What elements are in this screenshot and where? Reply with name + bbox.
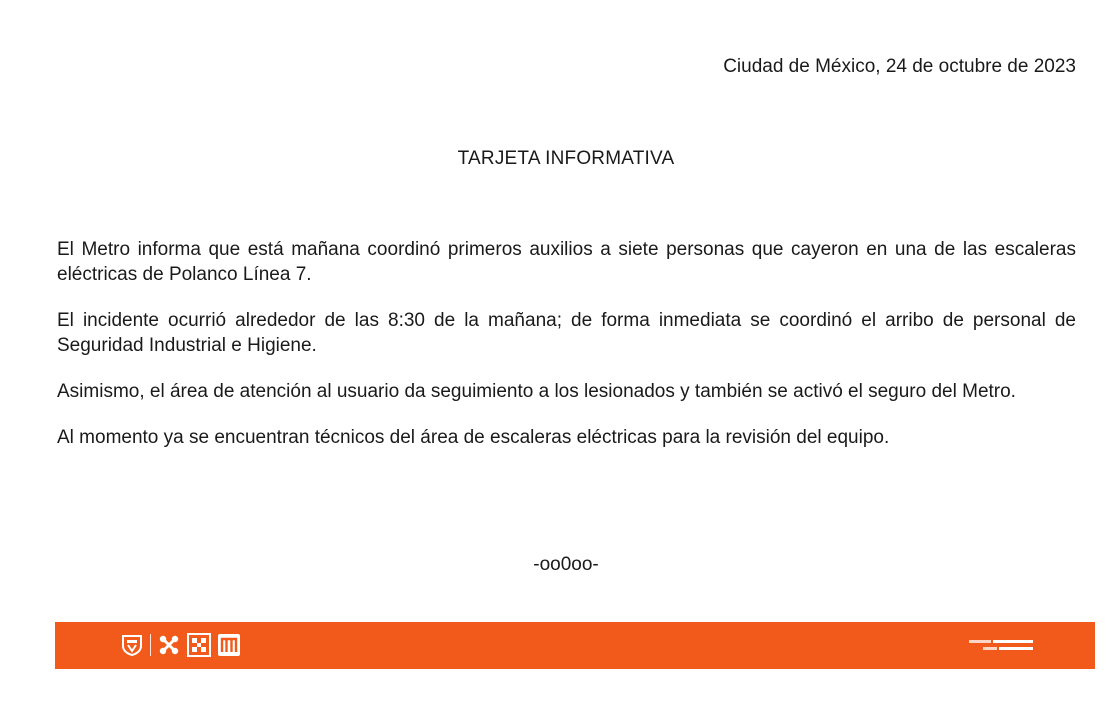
paragraph-2: El incidente ocurrió alrededor de las 8:30 de la mañana; de forma inmediata se coordinó el arribo de personal de Seguridad Industrial e Higiene. xyxy=(57,310,1076,356)
paragraph-1: El Metro informa que está mañana coordinó primeros auxilios a siete personas que cayeron en una de las escaleras eléctricas de Polanco Línea 7. xyxy=(57,239,1076,285)
cdmx-shield-logo xyxy=(120,633,144,657)
footer-logos xyxy=(120,632,241,658)
document-body xyxy=(57,237,1076,471)
paragraph-4: Al momento ya se encuentran técnicos del área de escaleras eléctricas para la revisión del equipo. xyxy=(57,427,890,448)
metro-m-logo xyxy=(217,633,241,657)
date-line: Ciudad de México, 24 de octubre de 2023 xyxy=(723,56,1076,77)
closing-mark: -oo0oo- xyxy=(533,554,599,575)
paragraph-3: Asimismo, el área de atención al usuario da seguimiento a los lesionados y también se activó el seguro del Metro. xyxy=(57,381,1016,402)
document-title: TARJETA INFORMATIVA xyxy=(457,148,675,169)
metro-pattern-logo xyxy=(187,633,211,657)
footer-bar xyxy=(55,622,1095,669)
slogan-graphic xyxy=(969,637,1059,655)
logo-divider xyxy=(150,634,151,656)
cdmx-pattern-logo xyxy=(157,633,181,657)
